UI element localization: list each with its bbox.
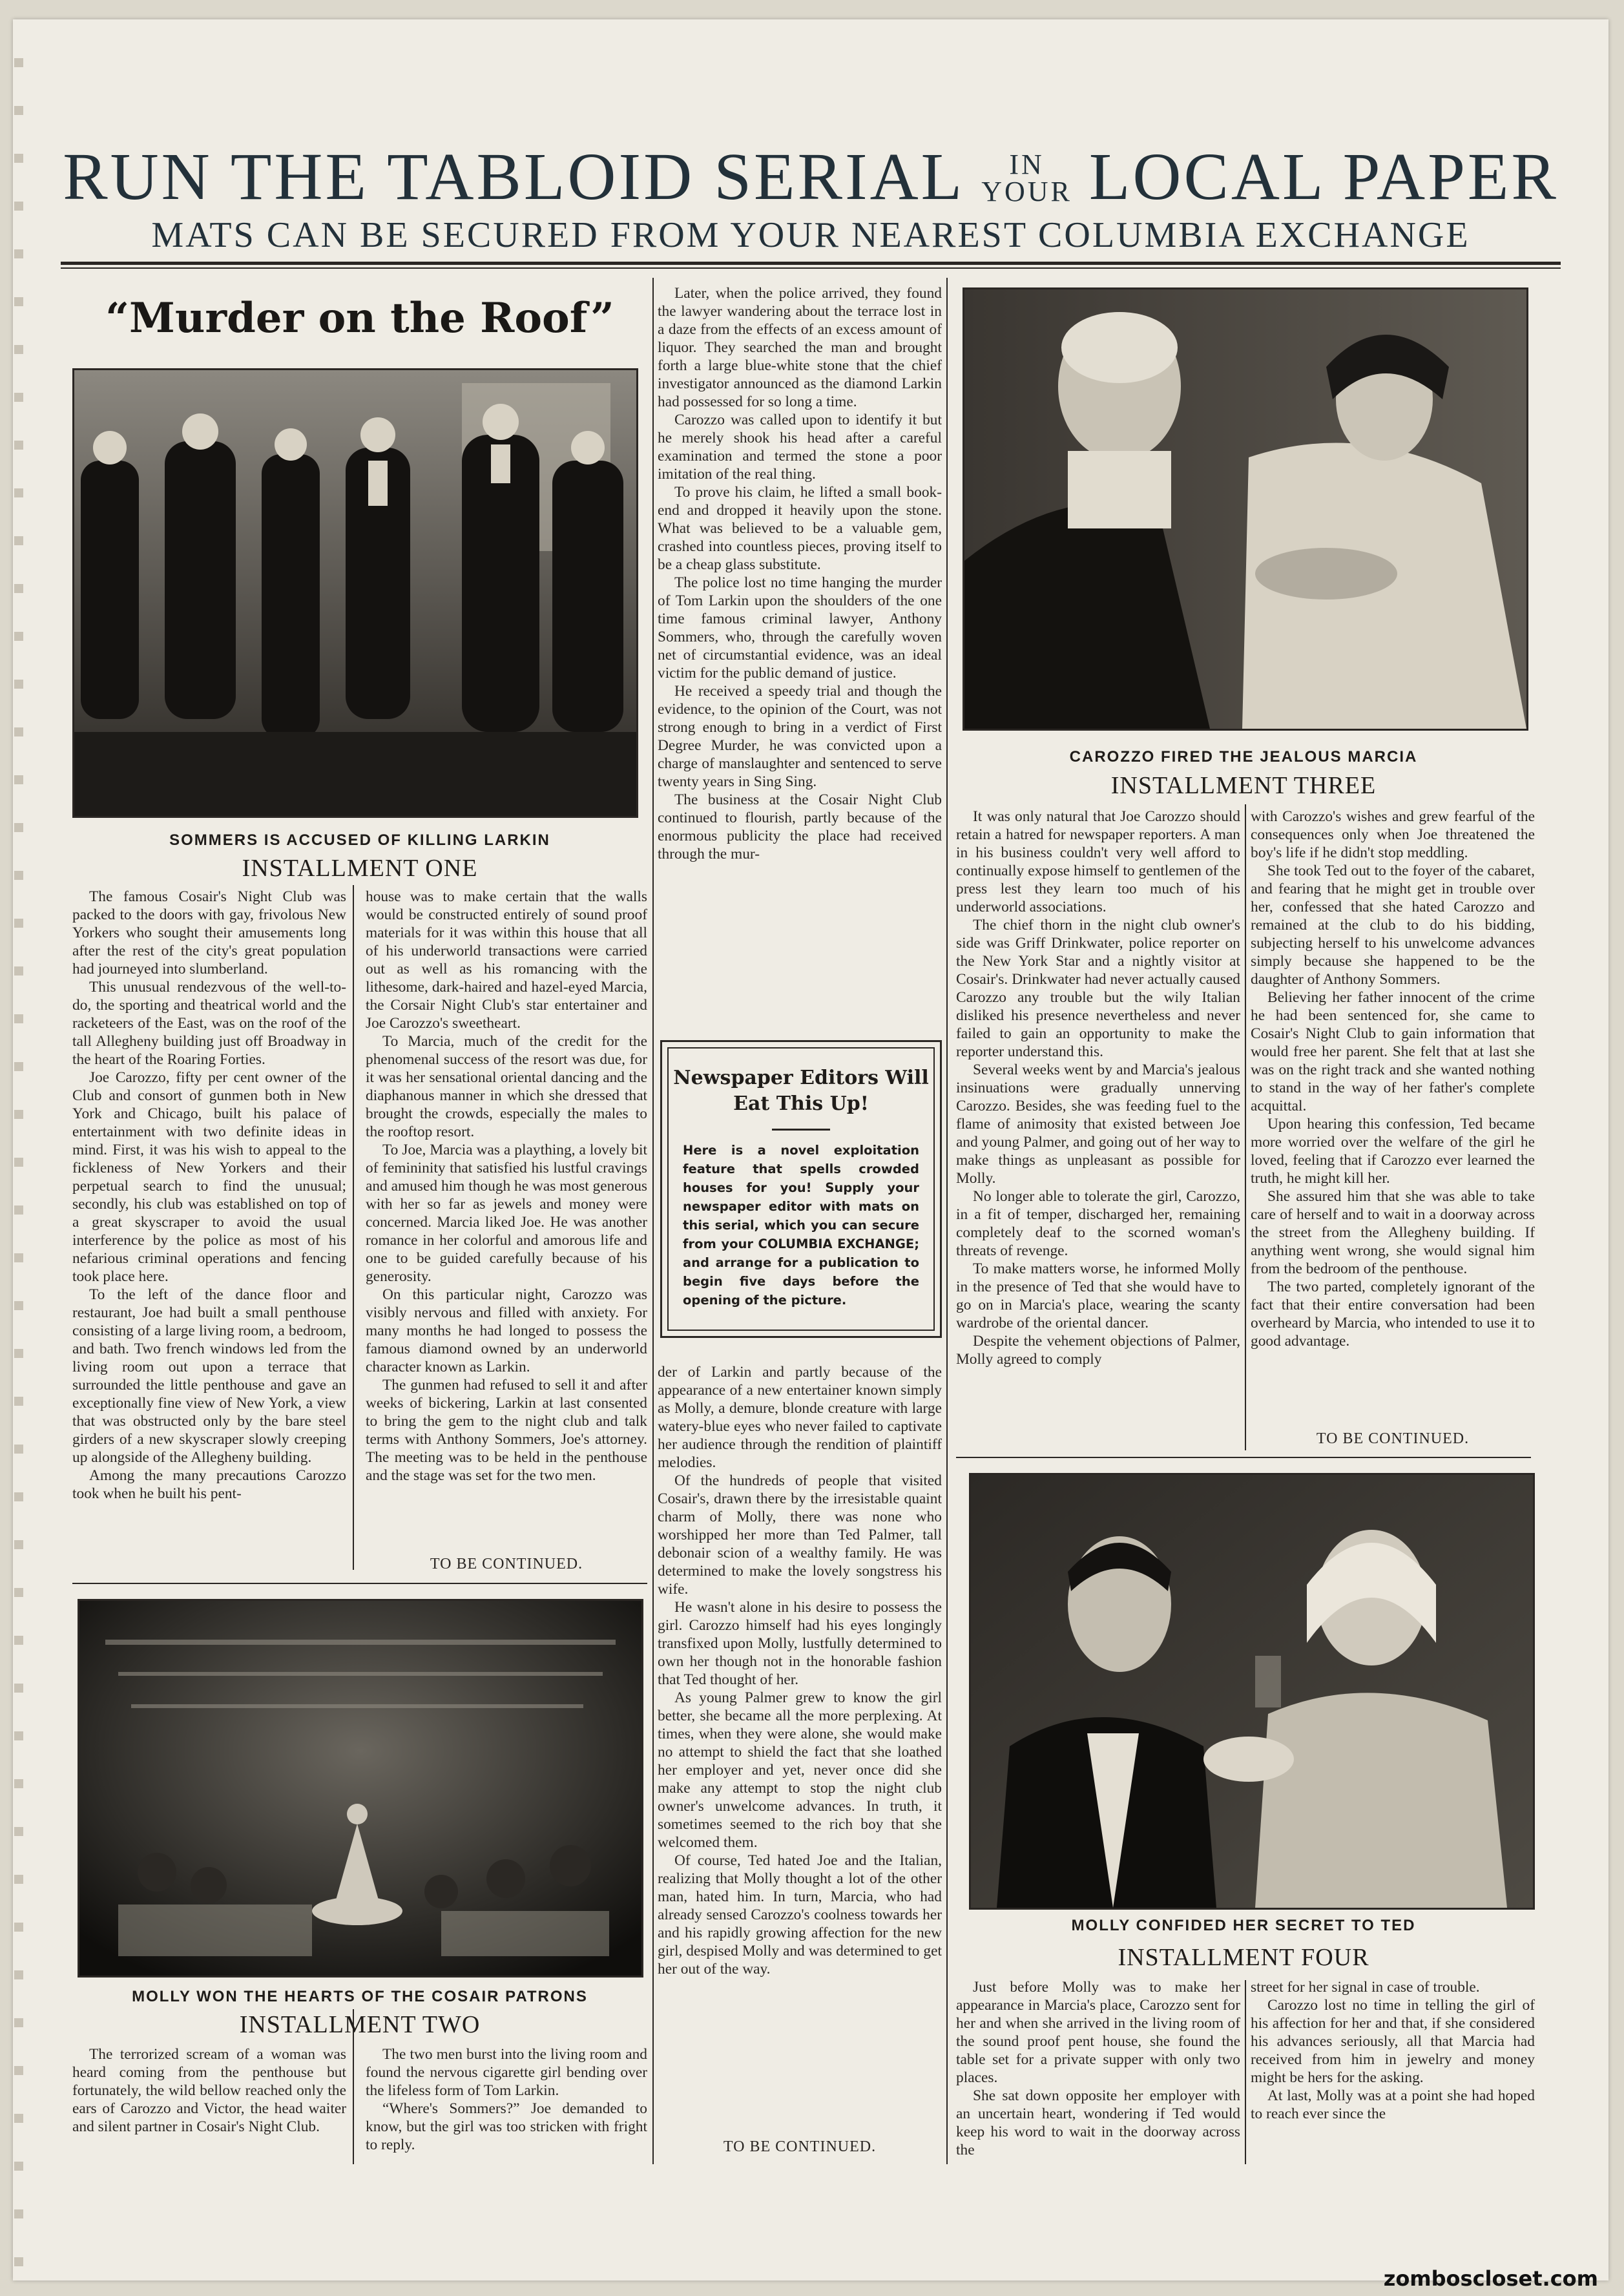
paragraph: She sat down opposite her employer with an uncertain heart, wondering if Ted would keep his word to wait in the doorway across the xyxy=(956,2087,1240,2158)
paragraph: The chief thorn in the night club owner's side was Griff Drinkwater, police reporter on the New York Star and a nightly visitor at Cosair's. Drinkwater had never actually caused Carozzo any trouble but the wily Italian disliked his presence nevertheless and never failed to gain an opportunity to make the reporter understand this. xyxy=(956,917,1240,1060)
paragraph: The police lost no time hanging the murder of Tom Larkin upon the shoulders of the one time famous criminal lawyer, Anthony Sommers, who, through the carefully woven net of circumstantial evidence, was an ideal victim for the public demand of justice. xyxy=(658,574,942,682)
paragraph: No longer able to tolerate the girl, Carozzo, in a fit of temper, discharged her, remaining completely deaf to the scorned woman's threats of revenge. xyxy=(956,1188,1240,1259)
installment-two-col-b xyxy=(366,2045,647,2154)
paragraph: She assured him that she was able to take care of herself and to wait in a doorway across the street from the Allegheny building. If anything went wrong, she would signal him from the bedroom of the penthouse. xyxy=(1251,1188,1535,1277)
to-be-continued-2: TO BE CONTINUED. xyxy=(723,2138,877,2155)
column-rule-6 xyxy=(1245,1980,1246,2164)
paragraph: Later, when the police arrived, they found the lawyer wandering about the terrace lost in a daze from the effects of an excess amount of liquor. They searched the man and brought forth a large blue-white stone that the chief investigator announced as the diamond Larkin had possessed for so long a time. xyxy=(658,285,942,410)
paragraph: The two parted, completely ignorant of the fact that their entire conversation had been overheard by Marcia, who intended to use it to good advantage. xyxy=(1251,1278,1535,1350)
paragraph: At last, Molly was at a point she had hoped to reach ever since the xyxy=(1251,2087,1535,2122)
section-rule-left xyxy=(72,1583,647,1584)
paragraph: To Marcia, much of the credit for the phenomenal success of the resort was due, for it was her sensational oriental dancing and the diaphanous manner in which she dressed that brought the crowds, especially the males to the rooftop resort. xyxy=(366,1033,647,1140)
paragraph: To prove his claim, he lifted a small book-end and dropped it heavily upon the stone. What was believed to be a valuable gem, crashed into countless pieces, proving itself to be a cheap glass substitute. xyxy=(658,484,942,573)
photo-carozzo-fired-image xyxy=(964,289,1526,729)
headline xyxy=(58,140,1563,214)
headline-in: IN xyxy=(1009,149,1045,181)
photo-sommers-accused xyxy=(72,368,638,818)
headline-your: YOUR xyxy=(981,176,1072,208)
paragraph: Just before Molly was to make her appearance in Marcia's place, Carozzo sent for her and when she arrived in the living room of the sound proof pent house, she found the table set for a private supper with only two places. xyxy=(956,1979,1240,2086)
headline-left: RUN THE TABLOID SERIAL xyxy=(63,140,965,214)
paragraph: The terrorized scream of a woman was heard coming from the penthouse but fortunately, the wild bellow reached only the ears of Carozzo and Victor, the head waiter and silent partner in Cosair's Night Club. xyxy=(72,2046,346,2135)
installment-one-col-a xyxy=(72,888,346,1503)
paragraph: The two men burst into the living room and found the nervous cigarette girl bending over the lifeless form of Tom Larkin. xyxy=(366,2046,647,2099)
to-be-continued-1: TO BE CONTINUED. xyxy=(430,1556,583,1572)
editors-promo-box xyxy=(660,1040,942,1338)
column-rule-2 xyxy=(946,278,948,2164)
header-rule-thin xyxy=(61,267,1561,269)
subheadline: MATS CAN BE SECURED FROM YOUR NEAREST COLUMBIA EXCHANGE xyxy=(151,215,1470,255)
installment-two-heading: INSTALLMENT TWO xyxy=(239,2011,481,2038)
paragraph: He wasn't alone in his desire to possess the girl. Carozzo himself had his eyes longingly transfixed upon Molly, lustfully determined to own her though not in the honorable fashion that Ted thought of her. xyxy=(658,1599,942,1688)
paragraph: der of Larkin and partly because of the appearance of a new entertainer known simply as Molly, a demure, blonde creature with large watery-blue eyes who never failed to captivate her audience through the rendition of plaintiff melodies. xyxy=(658,1364,942,1471)
column-rule-3 xyxy=(1245,804,1246,1450)
paragraph: house was to make certain that the walls would be constructed entirely of sound proof materials for it was within this house that all of his underworld transactions were carried out as well as his romancing with the lithesome, dark-haired and hazel-eyed Marcia, the Corsair Night Club's star entertainer and Joe Carozzo's sweetheart. xyxy=(366,888,647,1032)
paragraph: Of the hundreds of people that visited Cosair's, drawn there by the irresistable quaint charm of Molly, there was none who worshipped her more than Ted Palmer, tall debonair scion of a wealthy family. He was determined to make the lovely songstress his wife. xyxy=(658,1472,942,1598)
installment-three-col-b xyxy=(1251,808,1535,1350)
middle-col-bottom xyxy=(658,1363,942,1978)
promo-divider xyxy=(772,1129,830,1131)
paragraph: Carozzo lost no time in telling the girl of his affection for her and that, if she considered his advances seriously, all that Marcia had received from him in jewelry and money might be hers for the asking. xyxy=(1251,1997,1535,2086)
photo-molly-confided xyxy=(969,1473,1535,1910)
installment-four-col-b xyxy=(1251,1978,1535,2123)
installment-three-heading: INSTALLMENT THREE xyxy=(1110,772,1377,799)
paragraph: This unusual rendezvous of the well-to-do, the sporting and theatrical world and the racketeers of the East, was on the roof of the tall Allegheny building just off Broadway in the heart of the Roaring Forties. xyxy=(72,979,346,1068)
section-rule-right xyxy=(956,1457,1531,1458)
installment-four-heading: INSTALLMENT FOUR xyxy=(1118,1944,1369,1971)
middle-col-top xyxy=(658,284,942,863)
installment-four-col-a xyxy=(956,1978,1240,2159)
paragraph: Upon hearing this confession, Ted became more worried over the welfare of the girl he loved, feeling that if Carozzo ever learned the truth, he might kill her. xyxy=(1251,1116,1535,1187)
paragraph: Carozzo was called upon to identify it but he merely shook his head after a careful examination and termed the stone a poor imitation of the real thing. xyxy=(658,412,942,483)
paragraph: with Carozzo's wishes and grew fearful of the consequences only when Joe threatened the boy's life if he didn't stop meddling. xyxy=(1251,808,1535,861)
photo-molly-won xyxy=(78,1599,643,1978)
paragraph: He received a speedy trial and though the evidence, to the opinion of the Court, was not strong enough to bring in a verdict of First Degree Murder, he was convicted upon a charge of manslaughter and sentenced to serve twenty years in Sing Sing. xyxy=(658,683,942,790)
serial-title: “Murder on the Roof” xyxy=(105,294,614,342)
paragraph: The famous Cosair's Night Club was packed to the doors with gay, frivolous New Yorkers who sought their amusements long after the rest of the city's great population had journeyed into slumberland. xyxy=(72,888,346,977)
paragraph: To the left of the dance floor and restaurant, Joe had built a small penthouse consisting of a large living room, a bedroom, and bath. Two french windows led from the living room out upon a terrace that surrounded the little penthouse and gave an exceptionally fine view of New York, a view that was obstructed only by the bare steel girders of a new skyscraper slowly creeping up alongside of the Allegheny building. xyxy=(72,1286,346,1466)
caption-photo2: MOLLY WON THE HEARTS OF THE COSAIR PATRONS xyxy=(132,1988,588,2005)
caption-photo1: SOMMERS IS ACCUSED OF KILLING LARKIN xyxy=(169,831,550,849)
paragraph: Believing her father innocent of the crime he had been sentenced for, she came to Cosair's Night Club to gain information that would free her parent. She felt that at last she was on the right track and she wanted nothing to stand in the way of her father's complete acquittal. xyxy=(1251,989,1535,1114)
installment-one-col-b xyxy=(366,888,647,1485)
paragraph: Among the many precautions Carozzo took when he built his pent- xyxy=(72,1467,346,1502)
headline-right: LOCAL PAPER xyxy=(1088,140,1559,214)
paragraph: Despite the vehement objections of Palmer, Molly agreed to comply xyxy=(956,1333,1240,1368)
paragraph: On this particular night, Carozzo was visibly nervous and filled with anxiety. For many months he had longed to possess the famous diamond owned by an underworld character known as Larkin. xyxy=(366,1286,647,1375)
paragraph: Of course, Ted hated Joe and the Italian, realizing that Molly thought a lot of the other man, hated him. In turn, Marcia, who had already sensed Carozzo's coolness towards her and his rapidly growing affection for the new girl, despised Molly and was determined to get her out of the way. xyxy=(658,1852,942,1978)
paragraph: The gunmen had refused to sell it and after weeks of bickering, Larkin at last consented to bring the gem to the night club and talk terms with Anthony Sommers, Joe's attorney. The meeting was to be held in the penthouse and the stage was set for the two men. xyxy=(366,1377,647,1484)
photo-sommers-accused-image xyxy=(74,370,636,816)
paragraph: To Joe, Marcia was a plaything, a lovely bit of femininity that satisfied his lustful cravings and amused him though he was most generous with her so far as jewels and money were concerned. Marcia liked Joe. He was another romance in her colorful and amorous life and one to be guided carefully because of his generosity. xyxy=(366,1142,647,1285)
promo-body: Here is a novel exploitation feature that spells crowded houses for you! Supply your newspaper editor with mats on this serial, which you can secure from your COLUMBIA EXCHANGE; and arrange for a publication to begin five days before the opening of the picture. xyxy=(683,1143,919,1308)
watermark: zomboscloset.com xyxy=(1383,2266,1598,2291)
binder-holes xyxy=(14,19,23,2280)
caption-photo3: CAROZZO FIRED THE JEALOUS MARCIA xyxy=(1069,748,1418,766)
installment-one-heading: INSTALLMENT ONE xyxy=(242,855,478,882)
in-your xyxy=(981,149,1072,208)
paragraph: She took Ted out to the foyer of the cabaret, and fearing that he might get in trouble over her, confessed that she hated Carozzo and remained at the club to do his bidding, subjecting herself to his unwelcome advances simply because she happened to be the daughter of Anthony Sommers. xyxy=(1251,862,1535,988)
installment-two-col-a xyxy=(72,2045,346,2136)
photo-carozzo-fired xyxy=(963,287,1528,731)
paragraph: “Where's Sommers?” Joe demanded to know, but the girl was too stricken with fright to reply. xyxy=(366,2100,647,2153)
paragraph: The business at the Cosair Night Club continued to flourish, partly because of the enormous publicity the place had received through the mur- xyxy=(658,791,942,862)
photo-molly-confided-image xyxy=(971,1475,1533,1908)
paragraph: street for her signal in case of trouble. xyxy=(1251,1979,1480,1996)
paragraph: Joe Carozzo, fifty per cent owner of the Club and consort of gunmen both in New York and Chicago, built his palace of entertainment with two definite ideas in mind. First, it was his wish to appeal to the fickleness of New Yorkers and their perpetual search to find the unusual; secondly, his club was established on top of a great skyscraper to avoid the usual interference by the police as most of his nefarious criminal operations and fencing took place here. xyxy=(72,1069,346,1285)
column-rule-1 xyxy=(652,278,654,2164)
header-rule xyxy=(61,262,1561,265)
promo-heading: Newspaper Editors Will Eat This Up! xyxy=(673,1067,929,1115)
paragraph: As young Palmer grew to know the girl better, she became all the more perplexing. At times, when they were alone, she would make no attempt to shield the fact that she loathed her employer and yet, never once did she make any attempt to stop the night club owner's unwelcome advances. In truth, it sometimes seemed to the rich boy that she welcomed them. xyxy=(658,1689,942,1851)
paragraph: It was only natural that Joe Carozzo should retain a hatred for newspaper reporters. A man in his business couldn't very well afford to continually expose himself to gentlemen of the press lest they learn too much of his underworld associations. xyxy=(956,808,1240,915)
caption-photo4: MOLLY CONFIDED HER SECRET TO TED xyxy=(1071,1917,1416,1934)
paragraph: To make matters worse, he informed Molly in the presence of Ted that she would have to go on in Marcia's place, wearing the scanty wardrobe of the oriental dancer. xyxy=(956,1260,1240,1331)
editors-promo-inner xyxy=(667,1047,935,1331)
column-rule-4 xyxy=(353,885,354,1570)
photo-molly-won-image xyxy=(79,1601,641,1976)
to-be-continued-3: TO BE CONTINUED. xyxy=(1316,1430,1470,1447)
paragraph: Several weeks went by and Marcia's jealous insinuations were gradually unnerving Carozzo. Besides, she was feeding fuel to the flame of animosity that existed between Joe and young Palmer, and going out of her way to make things as unpleasant as possible for Molly. xyxy=(956,1061,1240,1187)
installment-three-col-a xyxy=(956,808,1240,1368)
